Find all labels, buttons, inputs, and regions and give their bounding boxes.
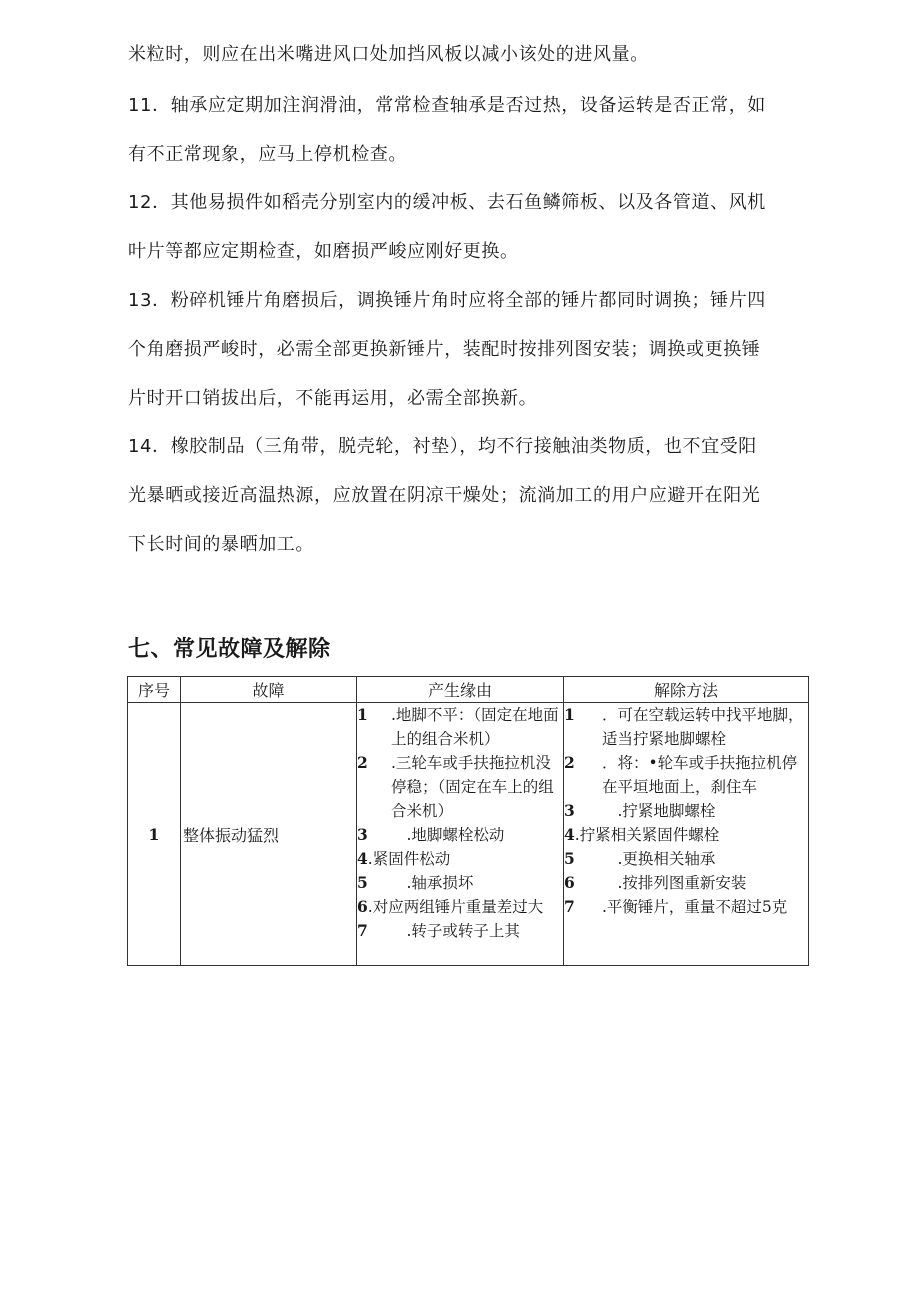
paragraph-item-11 (128, 81, 810, 179)
cause-item: 6 .对应两组锤片重量差过大 (357, 897, 544, 916)
cause-item: 5 .轴承损坏 (357, 873, 474, 892)
section-heading: 七、常见故障及解除 (128, 637, 331, 662)
paragraph-item-14 (128, 422, 810, 569)
header-fault: 故障 (181, 677, 357, 703)
cause-item: 2 .三轮车或手扶拖拉机没停稳；（固定在车上的组合米机） (357, 753, 554, 820)
remedy-item: 5 .更换相关轴承 (564, 849, 716, 868)
text-line: 13．粉碎机锤片角磨损后，调换锤片角时应将全部的锤片都同时调换；锤片四 (128, 290, 766, 311)
remedy-item: 1 ．可在空载运转中找平地脚，适当拧紧地脚螺栓 (564, 705, 804, 748)
remedy-item: 6 .按排列图重新安装 (564, 873, 747, 892)
text-line: 12．其他易损件如稻壳分别室内的缓冲板、去石鱼鳞筛板、以及各管道、风机 (128, 192, 766, 213)
row-seq: 1 (128, 703, 181, 966)
row-fault: 整体振动猛烈 (181, 703, 357, 966)
remedy-item: 7 .平衡锤片，重量不超过5克 (564, 897, 788, 916)
fault-table (127, 676, 809, 966)
text-line: 14．橡胶制品（三角带，脱壳轮，衬垫），均不行接触油类物质，也不宜受阳 (128, 436, 757, 457)
text-line: 下长时间的暴晒加工。 (128, 534, 314, 555)
header-seq: 序号 (128, 677, 181, 703)
row-remedies (564, 703, 809, 966)
header-remedy: 解除方法 (564, 677, 809, 703)
text-line: 叶片等都应定期检查，如磨损严峻应刚好更换。 (128, 241, 519, 262)
remedy-item: 4 .拧紧相关紧固件螺栓 (564, 825, 720, 844)
cause-item: 3 .地脚螺栓松动 (357, 825, 505, 844)
text-line: 个角磨损严峻时，必需全部更换新锤片，装配时按排列图安装；调换或更换锤 (128, 339, 761, 360)
cause-item: 1 .地脚不平：（固定在地面上的组合米机） (357, 705, 559, 748)
table-header-row (128, 677, 809, 703)
cause-item: 7 .转子或转子上其 (357, 921, 520, 940)
remedy-item: 2 ．将：•轮车或手扶拖拉机停在平垣地面上，刹住车 (564, 753, 798, 796)
text-line: 11．轴承应定期加注润滑油，常常检查轴承是否过热，设备运转是否正常，如 (128, 95, 766, 116)
text-line: 光暴晒或接近高温热源，应放置在阴凉干燥处；流淌加工的用户应避开在阳光 (128, 485, 761, 506)
text-line: 片时开口销拔出后，不能再运用，必需全部换新。 (128, 388, 538, 409)
paragraph-item-13 (128, 276, 810, 423)
text-line: 有不正常现象，应马上停机检查。 (128, 144, 407, 165)
remedy-item: 3 .拧紧地脚螺栓 (564, 801, 716, 820)
header-cause: 产生缘由 (357, 677, 564, 703)
paragraph-continuation (128, 30, 810, 79)
text-line: 米粒时，则应在出米嘴进风口处加挡风板以减小该处的进风量。 (128, 44, 649, 65)
paragraph-item-12 (128, 178, 810, 276)
table-row (128, 703, 809, 966)
row-causes (357, 703, 564, 966)
cause-item: 4 .紧固件松动 (357, 849, 451, 868)
